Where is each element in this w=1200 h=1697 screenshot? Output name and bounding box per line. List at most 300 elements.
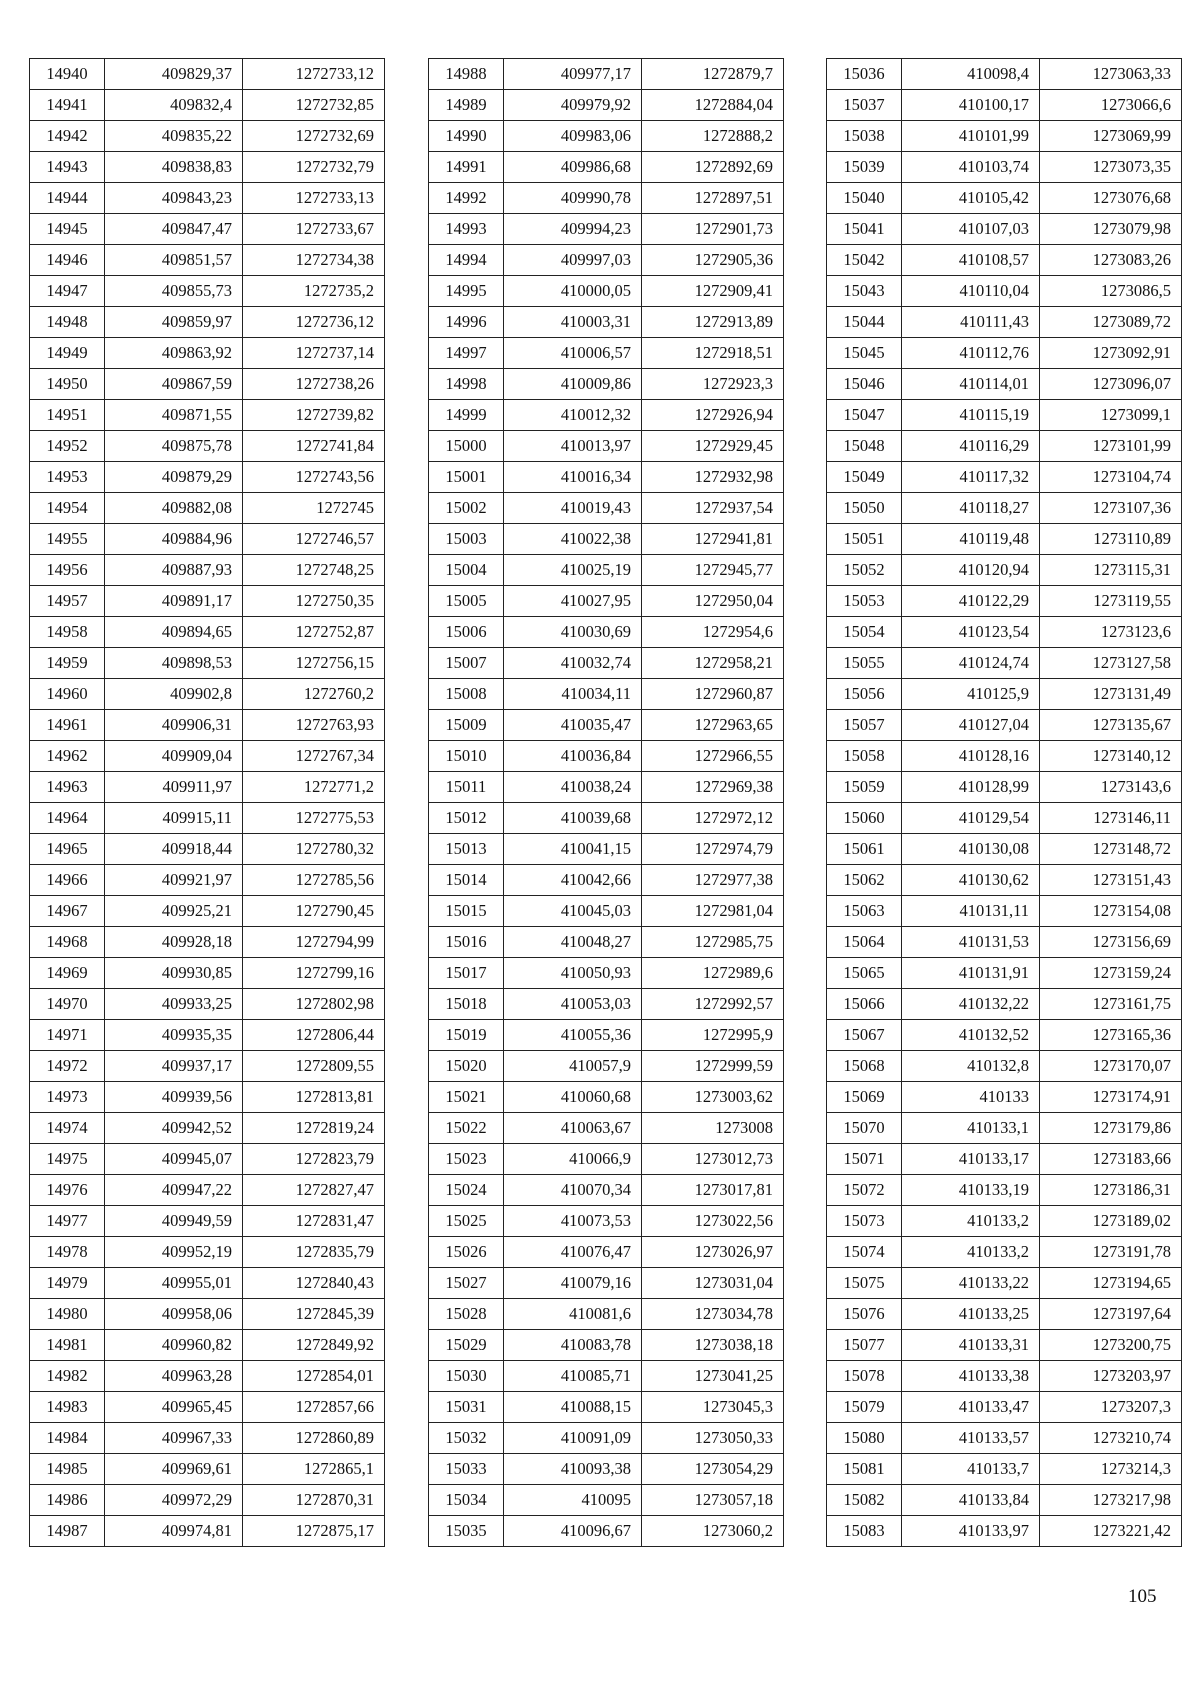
point-number-cell: 15056 <box>827 679 902 710</box>
table-row <box>827 1020 1182 1051</box>
table-row <box>827 59 1182 90</box>
x-coordinate-cell: 410119,48 <box>902 524 1040 555</box>
table-row <box>429 1113 784 1144</box>
y-coordinate-cell: 1272767,34 <box>243 741 385 772</box>
point-number-cell: 14967 <box>30 896 105 927</box>
y-coordinate-cell: 1273076,68 <box>1040 183 1182 214</box>
y-coordinate-cell: 1273022,56 <box>642 1206 784 1237</box>
x-coordinate-cell: 409879,29 <box>105 462 243 493</box>
y-coordinate-cell: 1273200,75 <box>1040 1330 1182 1361</box>
point-number-cell: 14968 <box>30 927 105 958</box>
y-coordinate-cell: 1273089,72 <box>1040 307 1182 338</box>
point-number-cell: 15012 <box>429 803 504 834</box>
table-row <box>827 648 1182 679</box>
table-row <box>429 1020 784 1051</box>
y-coordinate-cell: 1273161,75 <box>1040 989 1182 1020</box>
y-coordinate-cell: 1272840,43 <box>243 1268 385 1299</box>
table-row <box>429 803 784 834</box>
y-coordinate-cell: 1272875,17 <box>243 1516 385 1547</box>
table-row <box>30 1423 385 1454</box>
table-row <box>429 462 784 493</box>
x-coordinate-cell: 410133,19 <box>902 1175 1040 1206</box>
point-number-cell: 15069 <box>827 1082 902 1113</box>
x-coordinate-cell: 410103,74 <box>902 152 1040 183</box>
x-coordinate-cell: 409960,82 <box>105 1330 243 1361</box>
x-coordinate-cell: 410131,11 <box>902 896 1040 927</box>
y-coordinate-cell: 1273217,98 <box>1040 1485 1182 1516</box>
table-row <box>429 276 784 307</box>
x-coordinate-cell: 409909,04 <box>105 741 243 772</box>
y-coordinate-cell: 1273156,69 <box>1040 927 1182 958</box>
x-coordinate-cell: 410073,53 <box>504 1206 642 1237</box>
x-coordinate-cell: 409829,37 <box>105 59 243 90</box>
table-row <box>429 586 784 617</box>
y-coordinate-cell: 1272831,47 <box>243 1206 385 1237</box>
table-row <box>429 927 784 958</box>
y-coordinate-cell: 1272775,53 <box>243 803 385 834</box>
x-coordinate-cell: 410019,43 <box>504 493 642 524</box>
y-coordinate-cell: 1272969,38 <box>642 772 784 803</box>
y-coordinate-cell: 1272739,82 <box>243 400 385 431</box>
x-coordinate-cell: 409875,78 <box>105 431 243 462</box>
table-row <box>429 493 784 524</box>
y-coordinate-cell: 1272860,89 <box>243 1423 385 1454</box>
y-coordinate-cell: 1273041,25 <box>642 1361 784 1392</box>
y-coordinate-cell: 1273099,1 <box>1040 400 1182 431</box>
y-coordinate-cell: 1273203,97 <box>1040 1361 1182 1392</box>
y-coordinate-cell: 1273207,3 <box>1040 1392 1182 1423</box>
table-row <box>30 1082 385 1113</box>
table-row <box>827 369 1182 400</box>
table-row <box>30 1516 385 1547</box>
y-coordinate-cell: 1272926,94 <box>642 400 784 431</box>
point-number-cell: 14945 <box>30 214 105 245</box>
y-coordinate-cell: 1273079,98 <box>1040 214 1182 245</box>
x-coordinate-cell: 410083,78 <box>504 1330 642 1361</box>
y-coordinate-cell: 1272892,69 <box>642 152 784 183</box>
point-number-cell: 14998 <box>429 369 504 400</box>
table-row <box>30 586 385 617</box>
x-coordinate-cell: 409969,61 <box>105 1454 243 1485</box>
point-number-cell: 14953 <box>30 462 105 493</box>
x-coordinate-cell: 410131,91 <box>902 958 1040 989</box>
table-row <box>827 1268 1182 1299</box>
table-row <box>30 617 385 648</box>
coordinates-table-2 <box>428 58 784 1547</box>
point-number-cell: 15080 <box>827 1423 902 1454</box>
table-row <box>30 865 385 896</box>
x-coordinate-cell: 410132,52 <box>902 1020 1040 1051</box>
point-number-cell: 15030 <box>429 1361 504 1392</box>
y-coordinate-cell: 1273083,26 <box>1040 245 1182 276</box>
table-row <box>429 1361 784 1392</box>
point-number-cell: 15074 <box>827 1237 902 1268</box>
point-number-cell: 14987 <box>30 1516 105 1547</box>
point-number-cell: 14996 <box>429 307 504 338</box>
x-coordinate-cell: 410133 <box>902 1082 1040 1113</box>
x-coordinate-cell: 409945,07 <box>105 1144 243 1175</box>
table-row <box>30 214 385 245</box>
y-coordinate-cell: 1272733,67 <box>243 214 385 245</box>
point-number-cell: 15058 <box>827 741 902 772</box>
coordinates-table-1 <box>29 58 385 1547</box>
point-number-cell: 15020 <box>429 1051 504 1082</box>
point-number-cell: 14979 <box>30 1268 105 1299</box>
x-coordinate-cell: 410000,05 <box>504 276 642 307</box>
x-coordinate-cell: 409843,23 <box>105 183 243 214</box>
table-row <box>429 369 784 400</box>
point-number-cell: 15054 <box>827 617 902 648</box>
table-row <box>429 1268 784 1299</box>
x-coordinate-cell: 410124,74 <box>902 648 1040 679</box>
table-row <box>827 1423 1182 1454</box>
x-coordinate-cell: 409994,23 <box>504 214 642 245</box>
table-row <box>30 710 385 741</box>
x-coordinate-cell: 410115,19 <box>902 400 1040 431</box>
table-row <box>30 431 385 462</box>
point-number-cell: 14966 <box>30 865 105 896</box>
x-coordinate-cell: 409863,92 <box>105 338 243 369</box>
y-coordinate-cell: 1272756,15 <box>243 648 385 679</box>
y-coordinate-cell: 1273031,04 <box>642 1268 784 1299</box>
y-coordinate-cell: 1272771,2 <box>243 772 385 803</box>
point-number-cell: 14951 <box>30 400 105 431</box>
table-row <box>30 1206 385 1237</box>
x-coordinate-cell: 409887,93 <box>105 555 243 586</box>
coordinates-table-3 <box>826 58 1182 1547</box>
table-row <box>827 1454 1182 1485</box>
point-number-cell: 15009 <box>429 710 504 741</box>
y-coordinate-cell: 1273107,36 <box>1040 493 1182 524</box>
table-row <box>30 741 385 772</box>
y-coordinate-cell: 1273140,12 <box>1040 741 1182 772</box>
y-coordinate-cell: 1272809,55 <box>243 1051 385 1082</box>
x-coordinate-cell: 410057,9 <box>504 1051 642 1082</box>
table-row <box>30 1113 385 1144</box>
point-number-cell: 15018 <box>429 989 504 1020</box>
table-row <box>429 1423 784 1454</box>
table-row <box>30 679 385 710</box>
x-coordinate-cell: 410125,9 <box>902 679 1040 710</box>
point-number-cell: 14940 <box>30 59 105 90</box>
table-row <box>429 958 784 989</box>
y-coordinate-cell: 1272977,38 <box>642 865 784 896</box>
y-coordinate-cell: 1273050,33 <box>642 1423 784 1454</box>
y-coordinate-cell: 1273003,62 <box>642 1082 784 1113</box>
y-coordinate-cell: 1272870,31 <box>243 1485 385 1516</box>
x-coordinate-cell: 410133,47 <box>902 1392 1040 1423</box>
x-coordinate-cell: 410108,57 <box>902 245 1040 276</box>
x-coordinate-cell: 409965,45 <box>105 1392 243 1423</box>
x-coordinate-cell: 409983,06 <box>504 121 642 152</box>
y-coordinate-cell: 1272785,56 <box>243 865 385 896</box>
y-coordinate-cell: 1272763,93 <box>243 710 385 741</box>
table-row <box>827 276 1182 307</box>
point-number-cell: 14997 <box>429 338 504 369</box>
point-number-cell: 14992 <box>429 183 504 214</box>
x-coordinate-cell: 410100,17 <box>902 90 1040 121</box>
x-coordinate-cell: 409928,18 <box>105 927 243 958</box>
point-number-cell: 14946 <box>30 245 105 276</box>
table-row <box>429 338 784 369</box>
x-coordinate-cell: 409911,97 <box>105 772 243 803</box>
x-coordinate-cell: 410063,67 <box>504 1113 642 1144</box>
table-row <box>429 1206 784 1237</box>
point-number-cell: 15077 <box>827 1330 902 1361</box>
y-coordinate-cell: 1273170,07 <box>1040 1051 1182 1082</box>
table-row <box>827 679 1182 710</box>
point-number-cell: 15052 <box>827 555 902 586</box>
point-number-cell: 15051 <box>827 524 902 555</box>
table-row <box>30 555 385 586</box>
x-coordinate-cell: 410107,03 <box>902 214 1040 245</box>
table-row <box>827 865 1182 896</box>
table-row <box>429 1144 784 1175</box>
point-number-cell: 14964 <box>30 803 105 834</box>
point-number-cell: 14988 <box>429 59 504 90</box>
y-coordinate-cell: 1272736,12 <box>243 307 385 338</box>
x-coordinate-cell: 409949,59 <box>105 1206 243 1237</box>
y-coordinate-cell: 1272813,81 <box>243 1082 385 1113</box>
x-coordinate-cell: 410036,84 <box>504 741 642 772</box>
x-coordinate-cell: 410129,54 <box>902 803 1040 834</box>
x-coordinate-cell: 410128,16 <box>902 741 1040 772</box>
x-coordinate-cell: 410013,97 <box>504 431 642 462</box>
point-number-cell: 14993 <box>429 214 504 245</box>
x-coordinate-cell: 409832,4 <box>105 90 243 121</box>
point-number-cell: 14986 <box>30 1485 105 1516</box>
y-coordinate-cell: 1273143,6 <box>1040 772 1182 803</box>
point-number-cell: 14975 <box>30 1144 105 1175</box>
point-number-cell: 14943 <box>30 152 105 183</box>
point-number-cell: 14942 <box>30 121 105 152</box>
point-number-cell: 14989 <box>429 90 504 121</box>
table-row <box>30 152 385 183</box>
table-row <box>429 648 784 679</box>
table-row <box>827 1051 1182 1082</box>
table-row <box>827 431 1182 462</box>
y-coordinate-cell: 1272945,77 <box>642 555 784 586</box>
x-coordinate-cell: 410132,8 <box>902 1051 1040 1082</box>
y-coordinate-cell: 1272845,39 <box>243 1299 385 1330</box>
table-row <box>827 710 1182 741</box>
point-number-cell: 15017 <box>429 958 504 989</box>
x-coordinate-cell: 410133,2 <box>902 1237 1040 1268</box>
y-coordinate-cell: 1272790,45 <box>243 896 385 927</box>
y-coordinate-cell: 1272985,75 <box>642 927 784 958</box>
x-coordinate-cell: 410111,43 <box>902 307 1040 338</box>
x-coordinate-cell: 410066,9 <box>504 1144 642 1175</box>
y-coordinate-cell: 1272737,14 <box>243 338 385 369</box>
point-number-cell: 15011 <box>429 772 504 803</box>
point-number-cell: 15075 <box>827 1268 902 1299</box>
point-number-cell: 14965 <box>30 834 105 865</box>
y-coordinate-cell: 1273131,49 <box>1040 679 1182 710</box>
x-coordinate-cell: 410093,38 <box>504 1454 642 1485</box>
table-row <box>429 1485 784 1516</box>
table-row <box>429 896 784 927</box>
y-coordinate-cell: 1272950,04 <box>642 586 784 617</box>
point-number-cell: 15007 <box>429 648 504 679</box>
x-coordinate-cell: 410110,04 <box>902 276 1040 307</box>
y-coordinate-cell: 1272733,12 <box>243 59 385 90</box>
table-row <box>827 1206 1182 1237</box>
point-number-cell: 15033 <box>429 1454 504 1485</box>
x-coordinate-cell: 409838,83 <box>105 152 243 183</box>
table-row <box>30 927 385 958</box>
point-number-cell: 14977 <box>30 1206 105 1237</box>
x-coordinate-cell: 409882,08 <box>105 493 243 524</box>
point-number-cell: 15061 <box>827 834 902 865</box>
table-row <box>429 1392 784 1423</box>
table-row <box>30 400 385 431</box>
table-row <box>429 307 784 338</box>
point-number-cell: 14984 <box>30 1423 105 1454</box>
table-row <box>827 121 1182 152</box>
table-row <box>30 1237 385 1268</box>
table-row <box>30 183 385 214</box>
point-number-cell: 15006 <box>429 617 504 648</box>
table-row <box>827 1175 1182 1206</box>
table-row <box>429 834 784 865</box>
point-number-cell: 14959 <box>30 648 105 679</box>
y-coordinate-cell: 1273127,58 <box>1040 648 1182 679</box>
table-row <box>30 245 385 276</box>
point-number-cell: 15057 <box>827 710 902 741</box>
y-coordinate-cell: 1272981,04 <box>642 896 784 927</box>
point-number-cell: 15068 <box>827 1051 902 1082</box>
y-coordinate-cell: 1273115,31 <box>1040 555 1182 586</box>
table-row <box>30 369 385 400</box>
table-row <box>827 834 1182 865</box>
table-row <box>429 1299 784 1330</box>
point-number-cell: 15022 <box>429 1113 504 1144</box>
point-number-cell: 14948 <box>30 307 105 338</box>
point-number-cell: 14972 <box>30 1051 105 1082</box>
y-coordinate-cell: 1272802,98 <box>243 989 385 1020</box>
point-number-cell: 15031 <box>429 1392 504 1423</box>
table-row <box>30 648 385 679</box>
y-coordinate-cell: 1273165,36 <box>1040 1020 1182 1051</box>
x-coordinate-cell: 409974,81 <box>105 1516 243 1547</box>
point-number-cell: 15060 <box>827 803 902 834</box>
x-coordinate-cell: 410101,99 <box>902 121 1040 152</box>
y-coordinate-cell: 1272835,79 <box>243 1237 385 1268</box>
point-number-cell: 15005 <box>429 586 504 617</box>
y-coordinate-cell: 1272735,2 <box>243 276 385 307</box>
table-row <box>827 338 1182 369</box>
table-row <box>429 1175 784 1206</box>
point-number-cell: 14973 <box>30 1082 105 1113</box>
table-row <box>429 214 784 245</box>
x-coordinate-cell: 409898,53 <box>105 648 243 679</box>
point-number-cell: 15028 <box>429 1299 504 1330</box>
table-row <box>30 1361 385 1392</box>
y-coordinate-cell: 1272995,9 <box>642 1020 784 1051</box>
y-coordinate-cell: 1273110,89 <box>1040 524 1182 555</box>
x-coordinate-cell: 410105,42 <box>902 183 1040 214</box>
x-coordinate-cell: 409958,06 <box>105 1299 243 1330</box>
point-number-cell: 15043 <box>827 276 902 307</box>
y-coordinate-cell: 1272733,13 <box>243 183 385 214</box>
table-row <box>30 834 385 865</box>
point-number-cell: 15048 <box>827 431 902 462</box>
table-row <box>429 59 784 90</box>
y-coordinate-cell: 1272999,59 <box>642 1051 784 1082</box>
table-row <box>827 958 1182 989</box>
x-coordinate-cell: 409902,8 <box>105 679 243 710</box>
x-coordinate-cell: 410055,36 <box>504 1020 642 1051</box>
x-coordinate-cell: 409955,01 <box>105 1268 243 1299</box>
x-coordinate-cell: 410003,31 <box>504 307 642 338</box>
table-row <box>30 493 385 524</box>
x-coordinate-cell: 409942,52 <box>105 1113 243 1144</box>
y-coordinate-cell: 1272732,85 <box>243 90 385 121</box>
y-coordinate-cell: 1273060,2 <box>642 1516 784 1547</box>
x-coordinate-cell: 410091,09 <box>504 1423 642 1454</box>
y-coordinate-cell: 1273045,3 <box>642 1392 784 1423</box>
y-coordinate-cell: 1272738,26 <box>243 369 385 400</box>
x-coordinate-cell: 410076,47 <box>504 1237 642 1268</box>
x-coordinate-cell: 410060,68 <box>504 1082 642 1113</box>
table-row <box>827 803 1182 834</box>
point-number-cell: 15040 <box>827 183 902 214</box>
point-number-cell: 15027 <box>429 1268 504 1299</box>
y-coordinate-cell: 1272989,6 <box>642 958 784 989</box>
point-number-cell: 15045 <box>827 338 902 369</box>
y-coordinate-cell: 1273179,86 <box>1040 1113 1182 1144</box>
table-row <box>30 276 385 307</box>
table-row <box>827 741 1182 772</box>
point-number-cell: 15064 <box>827 927 902 958</box>
table-row <box>827 1392 1182 1423</box>
x-coordinate-cell: 409894,65 <box>105 617 243 648</box>
y-coordinate-cell: 1273191,78 <box>1040 1237 1182 1268</box>
y-coordinate-cell: 1273189,02 <box>1040 1206 1182 1237</box>
x-coordinate-cell: 410133,25 <box>902 1299 1040 1330</box>
y-coordinate-cell: 1272963,65 <box>642 710 784 741</box>
point-number-cell: 15004 <box>429 555 504 586</box>
y-coordinate-cell: 1273210,74 <box>1040 1423 1182 1454</box>
x-coordinate-cell: 410038,24 <box>504 772 642 803</box>
point-number-cell: 15083 <box>827 1516 902 1547</box>
x-coordinate-cell: 410050,93 <box>504 958 642 989</box>
point-number-cell: 14978 <box>30 1237 105 1268</box>
x-coordinate-cell: 410095 <box>504 1485 642 1516</box>
x-coordinate-cell: 410114,01 <box>902 369 1040 400</box>
y-coordinate-cell: 1273012,73 <box>642 1144 784 1175</box>
point-number-cell: 15036 <box>827 59 902 90</box>
y-coordinate-cell: 1272819,24 <box>243 1113 385 1144</box>
table-row <box>30 1392 385 1423</box>
y-coordinate-cell: 1272954,6 <box>642 617 784 648</box>
y-coordinate-cell: 1272905,36 <box>642 245 784 276</box>
table-row <box>30 338 385 369</box>
table-row <box>30 1144 385 1175</box>
point-number-cell: 14999 <box>429 400 504 431</box>
x-coordinate-cell: 410016,34 <box>504 462 642 493</box>
table-row <box>429 245 784 276</box>
table-row <box>30 59 385 90</box>
x-coordinate-cell: 410006,57 <box>504 338 642 369</box>
y-coordinate-cell: 1273057,18 <box>642 1485 784 1516</box>
point-number-cell: 15010 <box>429 741 504 772</box>
y-coordinate-cell: 1273054,29 <box>642 1454 784 1485</box>
point-number-cell: 15042 <box>827 245 902 276</box>
table-row <box>429 741 784 772</box>
y-coordinate-cell: 1272909,41 <box>642 276 784 307</box>
y-coordinate-cell: 1272780,32 <box>243 834 385 865</box>
